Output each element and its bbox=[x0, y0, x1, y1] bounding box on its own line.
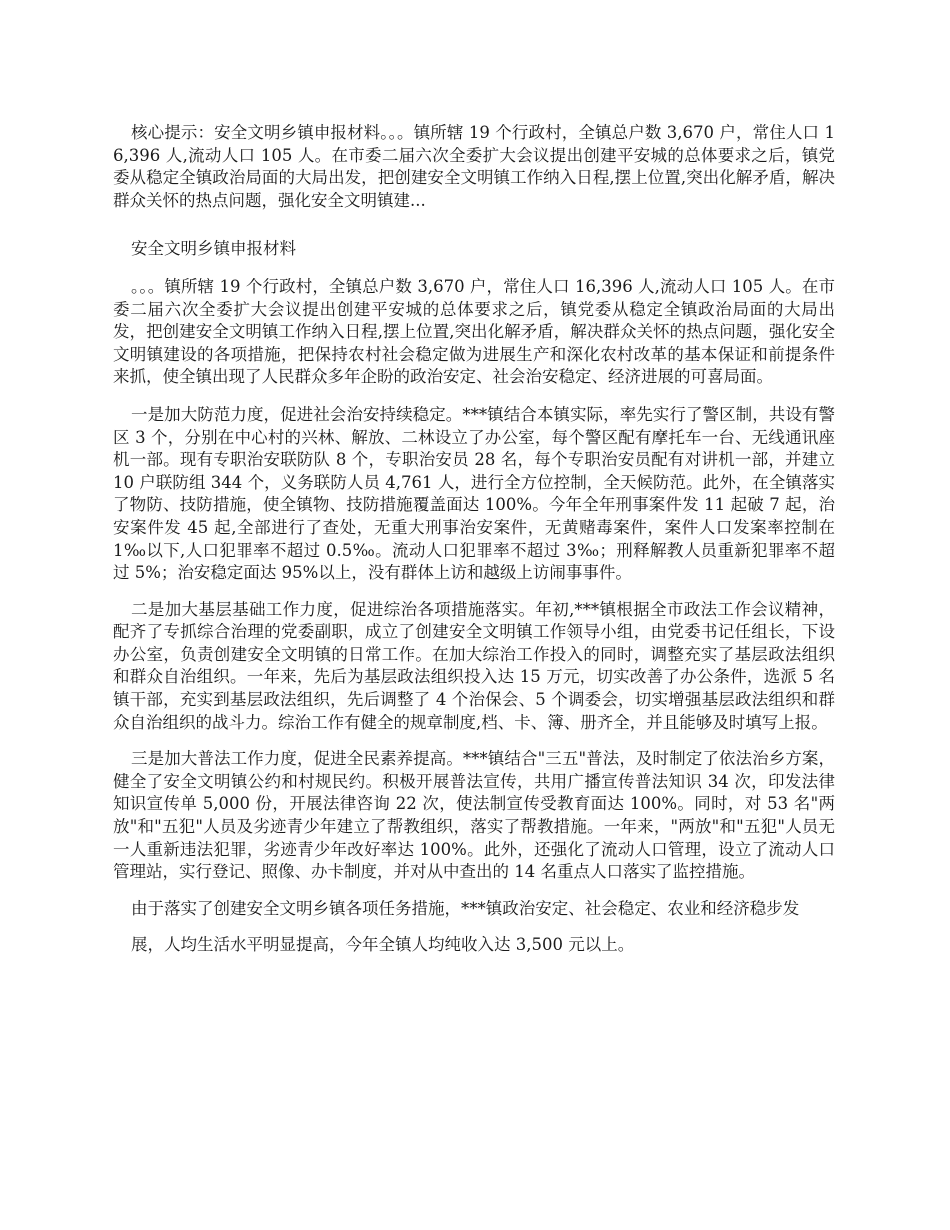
measure-two-paragraph: 二是加大基层基础工作力度，促进综治各项措施落实。年初,***镇根据全市政法工作会议精神，配齐了专抓综合治理的党委副职，成立了创建安全文明镇工作领导小组，由党委书记任组长，下设办公室，负责创建安全文明镇的日常工作。在加大综治工作投入的同时，调整充实了基层政法组织和群众自治组织。一年来，先后为基层政法组织投入达 15 万元，切实改善了办公条件，选派 5 名镇干部，充实到基层政法组织，先后调整了 4 个治保会、5 个调委会，切实增强基层政法组织和群众自治组织的战斗力。综治工作有健全的规章制度,档、卡、簿、册齐全，并且能够及时填写上报。 bbox=[113, 599, 835, 732]
document-title: 安全文明乡镇申报材料 bbox=[131, 239, 296, 259]
conclusion-continuation-paragraph: 展，人均生活水平明显提高，今年全镇人均纯收入达 3,500 元以上。 bbox=[131, 935, 635, 955]
summary-paragraph: 核心提示：安全文明乡镇申报材料。。。镇所辖 19 个行政村，全镇总户数 3,670 户，常住人口 16,396 人,流动人口 105 人。在市委二届六次全委扩大会议提出创建平安城的总体要求之后，镇党委从稳定全镇政治局面的大局出发，把创建安全文明镇工作纳入日程,摆上位置,突出化解矛盾，解决群众关怀的热点问题，强化安全文明镇建... bbox=[113, 123, 835, 210]
document-page bbox=[113, 122, 835, 957]
conclusion-paragraph: 由于落实了创建安全文明乡镇各项任务措施，***镇政治安定、社会稳定、农业和经济稳步发 bbox=[131, 898, 800, 918]
intro-paragraph: 。。。镇所辖 19 个行政村，全镇总户数 3,670 户，常住人口 16,396 人,流动人口 105 人。在市委二届六次全委扩大会议提出创建平安城的总体要求之后，镇党委从稳定全镇政治局面的大局出发，把创建安全文明镇工作纳入日程,摆上位置,突出化解矛盾，解决群众关怀的热点问题，强化安全文明镇建设的各项措施，把保持农村社会稳定做为进展生产和深化农村改革的基本保证和前提条件来抓，使全镇出现了人民群众多年企盼的政治安定、社会治安稳定、经济进展的可喜局面。 bbox=[113, 276, 835, 387]
measure-three-paragraph: 三是加大普法工作力度，促进全民素养提高。***镇结合"三五"普法，及时制定了依法治乡方案，健全了安全文明镇公约和村规民约。积极开展普法宣传，共用广播宣传普法知识 34 次，印发法律知识宣传单 5,000 份，开展法律咨询 22 次，使法制宣传受教育面达 100%。同时，对 53 名"两放"和"五犯"人员及劣迹青少年建立了帮教组织，落实了帮教措施。一年来，"两放"和"五犯"人员无一人重新违法犯罪，劣迹青少年改好率达 100%。此外，还强化了流动人口管理，设立了流动人口管理站，实行登记、照像、办卡制度，并对从中查出的 14 名重点人口落实了监控措施。 bbox=[113, 749, 835, 882]
measure-one-paragraph: 一是加大防范力度，促进社会治安持续稳定。***镇结合本镇实际，率先实行了警区制，共设有警区 3 个，分别在中心村的兴林、解放、二林设立了办公室，每个警区配有摩托车一台、无线通讯座机一部。现有专职治安联防队 8 个，专职治安员 28 名，每个专职治安员配有对讲机一部，并建立 10 户联防组 344 个，义务联防人员 4,761 人，进行全方位控制，全天候防范。此外，在全镇落实了物防、技防措施，使全镇物、技防措施覆盖面达 100%。今年全年刑事案件发 11 起破 7 起，治安案件发 45 起,全部进行了查处，无重大刑事治安案件，无黄赌毒案件，案件人口发案率控制在 1‰以下,人口犯罪率不超过 0.5‰。流动人口犯罪率不超过 3‰；刑释解教人员重新犯罪率不超过 5%；治安稳定面达 95%以上，没有群体上访和越级上访闹事事件。 bbox=[113, 404, 835, 583]
